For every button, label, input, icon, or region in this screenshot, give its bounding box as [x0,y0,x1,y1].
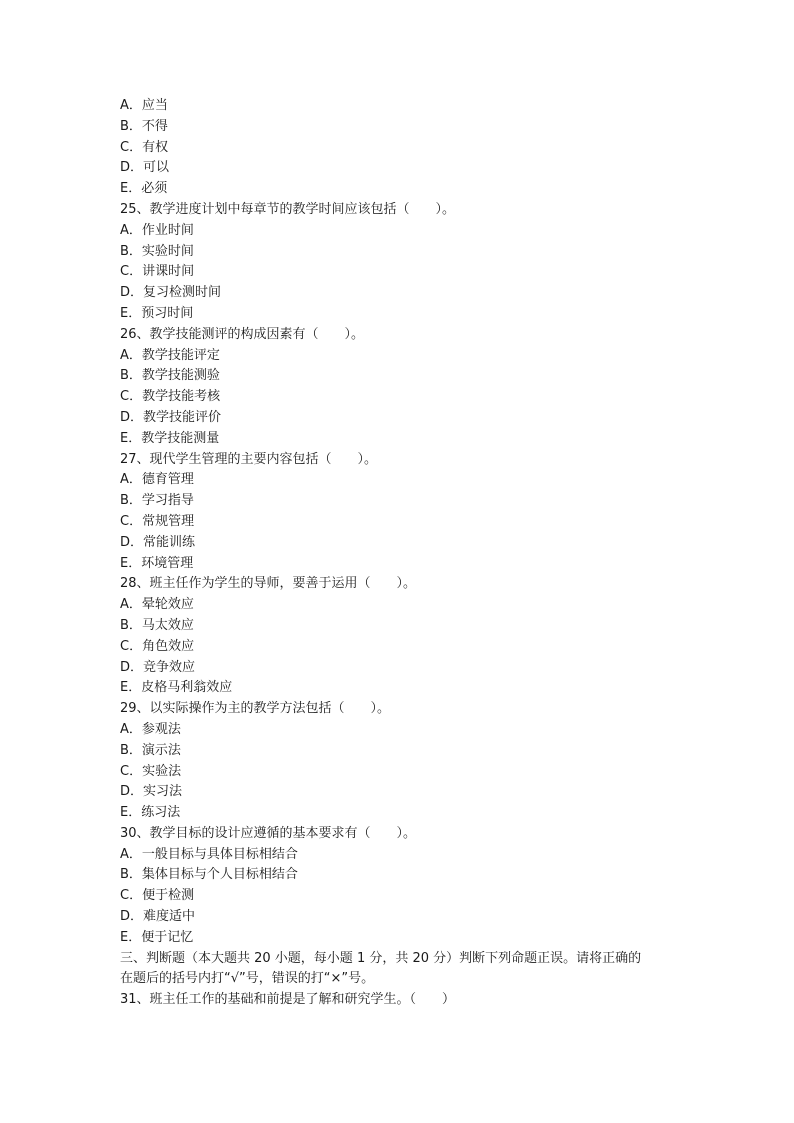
option-b: B．不得 [120,118,168,134]
option-b: B．实验时间 [120,243,194,259]
option-d: D．实习法 [120,784,183,800]
option-b: B．马太效应 [120,617,194,633]
option-a: A．教学技能评定 [120,347,220,363]
option-d: D．教学技能评价 [120,409,222,425]
section-true-false [120,949,680,1011]
question-31-stem: 31、班主任工作的基础和前提是了解和研究学生。（ ） [120,992,456,1008]
question-stem: 26、教学技能测评的构成因素有（ ）。 [120,326,365,342]
option-c: C．讲课时间 [120,264,195,280]
option-b: B．集体目标与个人目标相结合 [120,867,298,883]
option-c: C．便于检测 [120,888,195,904]
option-e: E．皮格马利翁效应 [120,680,233,696]
question-25 [120,200,680,325]
section-heading-line-1: 三、判断题（本大题共 20 小题，每小题 1 分，共 20 分）判断下列命题正误。请将正确的 [120,950,642,966]
question-30 [120,824,680,949]
question-list [120,96,680,1011]
option-b: B．教学技能测验 [120,368,220,384]
option-e: E．必须 [120,181,168,197]
question-stem: 27、现代学生管理的主要内容包括（ ）。 [120,451,378,467]
option-a: A．作业时间 [120,222,194,238]
question-stem: 28、班主任作为学生的导师，要善于运用（ ）。 [120,576,417,592]
section-heading-line-2: 在题后的括号内打“√”号，错误的打“×”号。 [120,971,375,987]
option-c: C．角色效应 [120,638,195,654]
option-a: A．应当 [120,98,168,113]
option-b: B．演示法 [120,742,181,758]
question-27 [120,450,680,575]
question-stem: 25、教学进度计划中每章节的教学时间应该包括（ ）。 [120,201,456,217]
option-e: E．便于记忆 [120,929,194,945]
question-stem: 29、以实际操作为主的教学方法包括（ ）。 [120,701,391,717]
question-28 [120,574,680,699]
q24-options [120,96,680,200]
option-d: D．难度适中 [120,909,196,925]
option-d: D．复习检测时间 [120,285,222,301]
option-a: A．一般目标与具体目标相结合 [120,846,298,862]
option-c: C．有权 [120,139,169,155]
option-e: E．预习时间 [120,305,194,321]
option-c: C．教学技能考核 [120,389,221,405]
question-26 [120,325,680,450]
option-e: E．练习法 [120,805,181,821]
question-29 [120,699,680,824]
option-a: A．参观法 [120,721,181,737]
option-d: D．常能训练 [120,534,196,550]
option-b: B．学习指导 [120,493,194,509]
question-stem: 30、教学目标的设计应遵循的基本要求有（ ）。 [120,825,417,841]
option-c: C．实验法 [120,763,182,779]
option-d: D．竞争效应 [120,659,196,675]
option-a: A．德育管理 [120,472,194,488]
option-a: A．晕轮效应 [120,597,194,613]
option-e: E．环境管理 [120,555,194,571]
option-c: C．常规管理 [120,513,195,529]
option-d: D．可以 [120,160,170,176]
option-e: E．教学技能测量 [120,430,220,446]
